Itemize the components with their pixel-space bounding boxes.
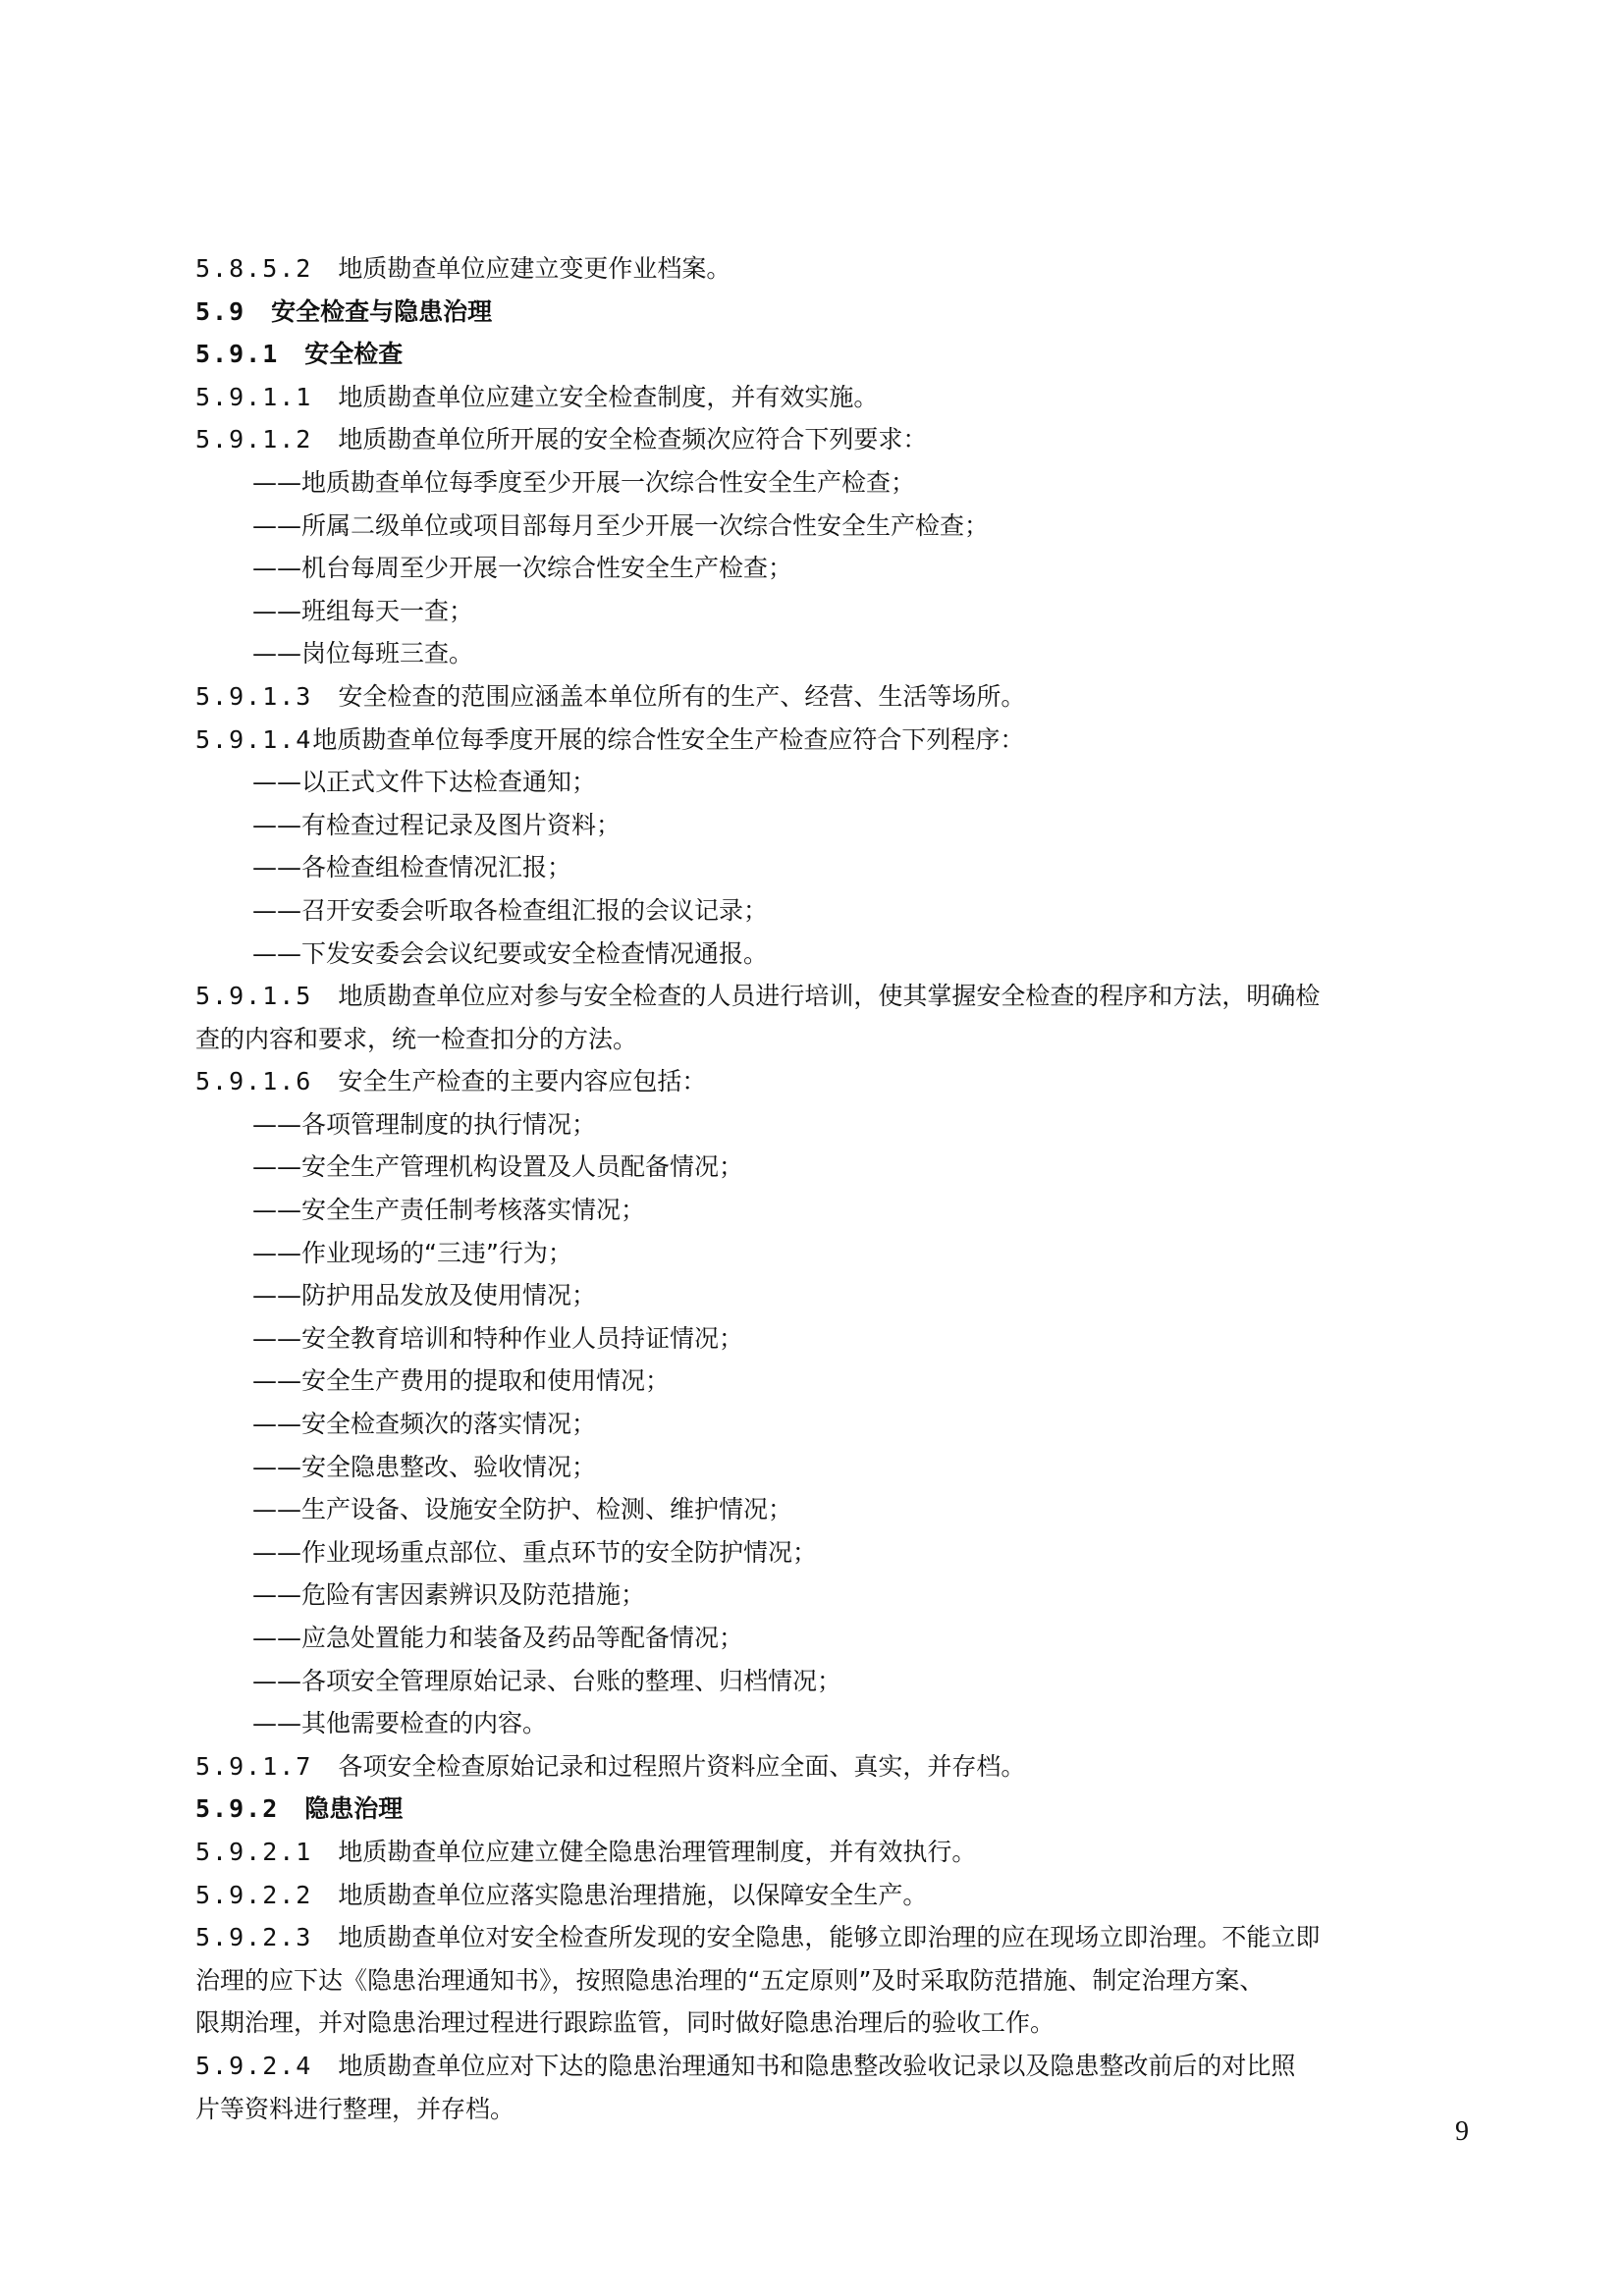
line-text: ——地质勘查单位每季度至少开展一次综合性安全生产检查； bbox=[252, 467, 916, 497]
clause-paragraph bbox=[195, 675, 1468, 719]
section-heading bbox=[195, 1788, 1468, 1831]
clause-number: 5.9.1.3 bbox=[195, 681, 313, 711]
clause-number: 5.9.2.2 bbox=[195, 1880, 313, 1909]
list-item bbox=[195, 632, 1468, 675]
list-item bbox=[195, 1574, 1468, 1617]
line-text: ——下发安委会会议纪要或安全检查情况通报。 bbox=[252, 938, 769, 968]
clause-number: 5.8.5.2 bbox=[195, 254, 313, 283]
line-text: 地质勘查单位应建立安全检查制度，并有效实施。 bbox=[338, 382, 879, 411]
list-item bbox=[195, 1360, 1468, 1403]
line-text: ——召开安委会听取各检查组汇报的会议记录； bbox=[252, 895, 769, 925]
clause-number: 5.9.2.4 bbox=[195, 2051, 313, 2080]
line-text: ——安全隐患整改、验收情况； bbox=[252, 1452, 597, 1481]
line-text: 地质勘查单位应建立健全隐患治理管理制度，并有效执行。 bbox=[338, 1837, 977, 1866]
line-text: ——危险有害因素辨识及防范措施； bbox=[252, 1580, 646, 1610]
line-text: 地质勘查单位应对下达的隐患治理通知书和隐患整改验收记录以及隐患整改前后的对比照 bbox=[338, 2051, 1296, 2080]
clause-number: 5.9.1.5 bbox=[195, 982, 313, 1011]
line-text: ——生产设备、设施安全防护、检测、维护情况； bbox=[252, 1495, 793, 1524]
paragraph-continuation bbox=[195, 1959, 1468, 2002]
line-text: ——安全生产费用的提取和使用情况； bbox=[252, 1366, 671, 1396]
list-item bbox=[195, 590, 1468, 633]
line-text: ——所属二级单位或项目部每月至少开展一次综合性安全生产检查； bbox=[252, 510, 990, 540]
clause-paragraph bbox=[195, 418, 1468, 461]
list-item bbox=[195, 1702, 1468, 1745]
line-text: ——有检查过程记录及图片资料； bbox=[252, 810, 622, 839]
list-item bbox=[195, 1317, 1468, 1361]
document-body bbox=[195, 247, 1468, 2130]
line-text: ——机台每周至少开展一次综合性安全生产检查； bbox=[252, 554, 793, 583]
clause-paragraph bbox=[195, 1874, 1468, 1917]
list-item bbox=[195, 1232, 1468, 1275]
clause-number: 5.9.2 bbox=[195, 1794, 280, 1824]
clause-paragraph bbox=[195, 376, 1468, 419]
line-text: ——班组每天一查； bbox=[252, 596, 474, 625]
list-item bbox=[195, 1189, 1468, 1232]
list-item bbox=[195, 461, 1468, 505]
line-text: ——安全检查频次的落实情况； bbox=[252, 1410, 597, 1439]
line-text: ——其他需要检查的内容。 bbox=[252, 1709, 548, 1738]
line-text: 地质勘查单位所开展的安全检查频次应符合下列要求： bbox=[338, 425, 928, 454]
line-text: ——应急处置能力和装备及药品等配备情况； bbox=[252, 1624, 744, 1652]
line-text: ——以正式文件下达检查通知； bbox=[252, 768, 597, 797]
line-text: ——防护用品发放及使用情况； bbox=[252, 1281, 597, 1310]
line-text: 安全生产检查的主要内容应包括： bbox=[338, 1067, 707, 1096]
list-item bbox=[195, 547, 1468, 590]
clause-number: 5.9.2.3 bbox=[195, 1923, 313, 1952]
line-text: 地质勘查单位应落实隐患治理措施，以保障安全生产。 bbox=[338, 1880, 928, 1909]
list-item bbox=[195, 1660, 1468, 1703]
line-text: 安全检查的范围应涵盖本单位所有的生产、经营、生活等场所。 bbox=[338, 681, 1026, 711]
paragraph-continuation bbox=[195, 2002, 1468, 2045]
clause-paragraph bbox=[195, 1060, 1468, 1103]
line-text: ——各项管理制度的执行情况； bbox=[252, 1109, 597, 1139]
section-heading bbox=[195, 333, 1468, 376]
list-item bbox=[195, 1403, 1468, 1446]
line-text: 隐患治理 bbox=[304, 1794, 404, 1824]
list-item bbox=[195, 505, 1468, 548]
page-number: 9 bbox=[1455, 2116, 1469, 2147]
line-text: 安全检查与隐患治理 bbox=[271, 296, 493, 326]
clause-number: 5.9 bbox=[195, 296, 246, 326]
clause-number: 5.9.1 bbox=[195, 340, 280, 369]
line-text: ——安全生产责任制考核落实情况； bbox=[252, 1196, 646, 1225]
paragraph-continuation bbox=[195, 1018, 1468, 1061]
line-text: ——安全教育培训和特种作业人员持证情况； bbox=[252, 1323, 744, 1353]
line-text: 限期治理，并对隐患治理过程进行跟踪监管，同时做好隐患治理后的验收工作。 bbox=[195, 2008, 1056, 2038]
list-item bbox=[195, 1103, 1468, 1147]
clause-paragraph bbox=[195, 247, 1468, 291]
clause-paragraph bbox=[195, 1916, 1468, 1959]
list-item bbox=[195, 804, 1468, 847]
list-item bbox=[195, 1617, 1468, 1660]
line-text: 治理的应下达《隐患治理通知书》，按照隐患治理的“五定原则”及时采取防范措施、制定治理方案、 bbox=[195, 1965, 1265, 1995]
clause-paragraph bbox=[195, 1745, 1468, 1789]
clause-number: 5.9.1.1 bbox=[195, 382, 313, 411]
clause-paragraph bbox=[195, 975, 1468, 1018]
clause-paragraph bbox=[195, 1831, 1468, 1874]
line-text: 地质勘查单位应建立变更作业档案。 bbox=[338, 254, 731, 283]
clause-number: 5.9.1.2 bbox=[195, 425, 313, 454]
clause-number: 5.9.1.6 bbox=[195, 1067, 313, 1096]
line-text: 安全检查 bbox=[304, 340, 404, 369]
line-text: 地质勘查单位应对参与安全检查的人员进行培训，使其掌握安全检查的程序和方法，明确检 bbox=[338, 982, 1321, 1011]
clause-number: 5.9.2.1 bbox=[195, 1837, 313, 1866]
clause-paragraph bbox=[195, 719, 1468, 762]
list-item bbox=[195, 1274, 1468, 1317]
list-item bbox=[195, 889, 1468, 933]
line-text: ——作业现场重点部位、重点环节的安全防护情况； bbox=[252, 1537, 818, 1567]
line-text: 地质勘查单位每季度开展的综合性安全生产检查应符合下列程序： bbox=[312, 724, 1025, 754]
line-text: ——各项安全管理原始记录、台账的整理、归档情况； bbox=[252, 1666, 842, 1695]
line-text: ——岗位每班三查。 bbox=[252, 639, 474, 668]
paragraph-continuation bbox=[195, 2088, 1468, 2131]
section-heading bbox=[195, 291, 1468, 334]
clause-number: 5.9.1.7 bbox=[195, 1751, 313, 1781]
line-text: 各项安全检查原始记录和过程照片资料应全面、真实，并存档。 bbox=[338, 1751, 1026, 1781]
list-item bbox=[195, 933, 1468, 976]
list-item bbox=[195, 1146, 1468, 1189]
list-item bbox=[195, 1446, 1468, 1489]
clause-paragraph bbox=[195, 2045, 1468, 2088]
line-text: 片等资料进行整理，并存档。 bbox=[195, 2094, 515, 2123]
line-text: ——作业现场的“三违”行为； bbox=[252, 1238, 572, 1267]
line-text: ——各检查组检查情况汇报； bbox=[252, 853, 572, 882]
line-text: 地质勘查单位对安全检查所发现的安全隐患，能够立即治理的应在现场立即治理。不能立即 bbox=[338, 1923, 1321, 1952]
list-item bbox=[195, 846, 1468, 889]
clause-number: 5.9.1.4 bbox=[195, 724, 313, 754]
list-item bbox=[195, 1531, 1468, 1575]
line-text: 查的内容和要求，统一检查扣分的方法。 bbox=[195, 1024, 638, 1053]
list-item bbox=[195, 761, 1468, 804]
line-text: ——安全生产管理机构设置及人员配备情况； bbox=[252, 1152, 744, 1182]
list-item bbox=[195, 1488, 1468, 1531]
